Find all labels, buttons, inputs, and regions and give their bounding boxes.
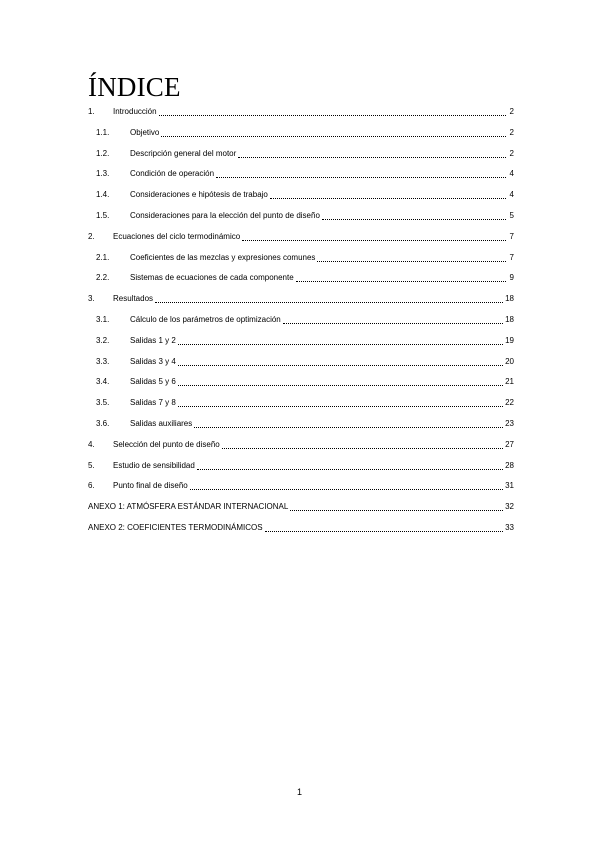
toc-dot-leader [296, 280, 506, 282]
toc-entry[interactable] [88, 106, 514, 118]
toc-entry-number: 1.2. [96, 148, 110, 158]
toc-entry[interactable] [88, 439, 514, 451]
toc-entry-page: 18 [505, 315, 514, 324]
toc-entry-number: 3.4. [96, 377, 110, 387]
toc-entry-title: Salidas 5 y 6 [130, 377, 176, 387]
toc-entry-page: 33 [505, 523, 514, 532]
toc-dot-leader [159, 114, 506, 116]
toc-entry[interactable] [88, 480, 514, 492]
toc-entry-title: ANEXO 1: ATMÓSFERA ESTÁNDAR INTERNACIONAL [88, 502, 289, 512]
toc-entry-page: 2 [509, 127, 514, 137]
toc-dot-leader [222, 447, 503, 449]
toc-dot-leader [322, 218, 506, 220]
toc-entry-page: 9 [509, 273, 514, 283]
toc-entry-number: 1.1. [96, 127, 110, 137]
toc-entry-title: Salidas 7 y 8 [130, 398, 176, 408]
toc-entry-title: Condición de operación [130, 169, 215, 179]
toc-entry[interactable] [96, 397, 514, 409]
toc-entry-page: 20 [505, 356, 514, 366]
toc-entry-number: 4. [88, 439, 95, 449]
toc-entry-page: 21 [505, 377, 514, 387]
toc-entry-number: 2.1. [96, 252, 110, 262]
toc-entry-number: 6. [88, 481, 95, 491]
toc-entry-title: Selección del punto de diseño [113, 439, 220, 449]
toc-dot-leader [238, 156, 506, 158]
toc-entry-title: Punto final de diseño [113, 481, 188, 491]
toc-dot-leader [265, 530, 504, 532]
toc-entry[interactable] [88, 293, 514, 305]
toc-entry-page: 28 [505, 460, 514, 470]
toc-entry-number: 3.5. [96, 398, 110, 408]
toc-dot-leader [194, 426, 503, 428]
toc-entry-number: 1.4. [96, 190, 110, 200]
toc-entry-number: 3.1. [96, 315, 110, 324]
index-title: ÍNDICE [88, 72, 181, 102]
toc-entry[interactable] [96, 335, 514, 347]
toc-dot-leader [190, 488, 503, 490]
toc-entry-title: Ecuaciones del ciclo termodinámico [113, 231, 241, 241]
toc-dot-leader [283, 322, 503, 324]
toc-entry-title: Salidas 3 y 4 [130, 356, 176, 366]
toc-entry-number: 5. [88, 460, 95, 470]
toc-entry[interactable] [96, 418, 514, 430]
toc-entry-page: 4 [509, 169, 514, 179]
toc-dot-leader [161, 135, 506, 137]
toc-dot-leader [270, 197, 506, 199]
toc-entry-title: Coeficientes de las mezclas y expresiones comunes [130, 252, 316, 262]
toc-entry[interactable] [96, 272, 514, 284]
toc-dot-leader [197, 468, 503, 470]
toc-entry-page: 7 [509, 252, 514, 262]
toc-entry-page: 23 [505, 419, 514, 428]
toc-entry-page: 18 [505, 294, 514, 304]
toc-entry-title: Objetivo [130, 127, 160, 137]
toc-entry-number: 1.3. [96, 169, 110, 179]
toc-entry[interactable] [96, 189, 514, 201]
toc-entry-number: 2. [88, 231, 95, 241]
toc-entry[interactable] [88, 501, 514, 513]
toc-entry-page: 5 [509, 211, 514, 220]
toc-entry-title: Salidas 1 y 2 [130, 335, 176, 345]
toc-entry[interactable] [96, 127, 514, 139]
toc-entry-page: 4 [509, 190, 514, 200]
toc-entry-number: 1. [88, 107, 95, 116]
toc-entry-title: ANEXO 2: COEFICIENTES TERMODINÁMICOS [88, 523, 263, 532]
toc-entry[interactable] [96, 356, 514, 368]
toc-entry-number: 1.5. [96, 211, 110, 220]
toc-entry-title: Consideraciones e hipótesis de trabajo [130, 190, 268, 200]
toc-entry-page: 7 [509, 231, 514, 241]
toc-entry[interactable] [96, 210, 514, 222]
toc-entry-title: Sistemas de ecuaciones de cada componente [130, 273, 294, 283]
toc-entry[interactable] [88, 231, 514, 243]
toc-entry-number: 2.2. [96, 273, 110, 283]
toc-entry-title: Estudio de sensibilidad [113, 460, 195, 470]
toc-entry-number: 3. [88, 294, 95, 304]
toc-entry-title: Introducción [113, 107, 157, 116]
toc-entry-number: 3.3. [96, 356, 110, 366]
toc-entry-page: 27 [505, 439, 514, 449]
toc-entry-page: 2 [509, 107, 514, 116]
toc-entry-title: Cálculo de los parámetros de optimización [130, 315, 281, 324]
toc-dot-leader [178, 364, 503, 366]
toc-entry-page: 32 [505, 502, 514, 512]
toc-dot-leader [155, 301, 503, 303]
toc-entry[interactable] [88, 460, 514, 472]
toc-entry[interactable] [88, 522, 514, 534]
toc-entry-page: 31 [505, 481, 514, 491]
toc-dot-leader [290, 509, 503, 511]
toc-entry[interactable] [96, 148, 514, 160]
toc-dot-leader [216, 176, 506, 178]
toc-entry-title: Descripción general del motor [130, 148, 237, 158]
toc-dot-leader [178, 384, 503, 386]
toc-entry-title: Consideraciones para la elección del punto de diseño [130, 211, 320, 220]
toc-entry[interactable] [96, 252, 514, 264]
toc-entry-page: 2 [509, 148, 514, 158]
toc-entry-number: 3.6. [96, 419, 110, 428]
toc-entry[interactable] [96, 168, 514, 180]
toc-dot-leader [178, 343, 503, 345]
toc-entry-number: 3.2. [96, 335, 110, 345]
toc-entry[interactable] [96, 376, 514, 388]
toc-entry-title: Salidas auxiliares [130, 419, 193, 428]
toc-entry-page: 22 [505, 398, 514, 408]
toc-dot-leader [317, 260, 506, 262]
toc-dot-leader [178, 405, 503, 407]
toc-entry-title: Resultados [113, 294, 154, 304]
toc-entry-page: 19 [505, 335, 514, 345]
toc-dot-leader [242, 239, 506, 241]
toc-entry[interactable] [96, 314, 514, 326]
page-number: 1 [296, 787, 302, 797]
